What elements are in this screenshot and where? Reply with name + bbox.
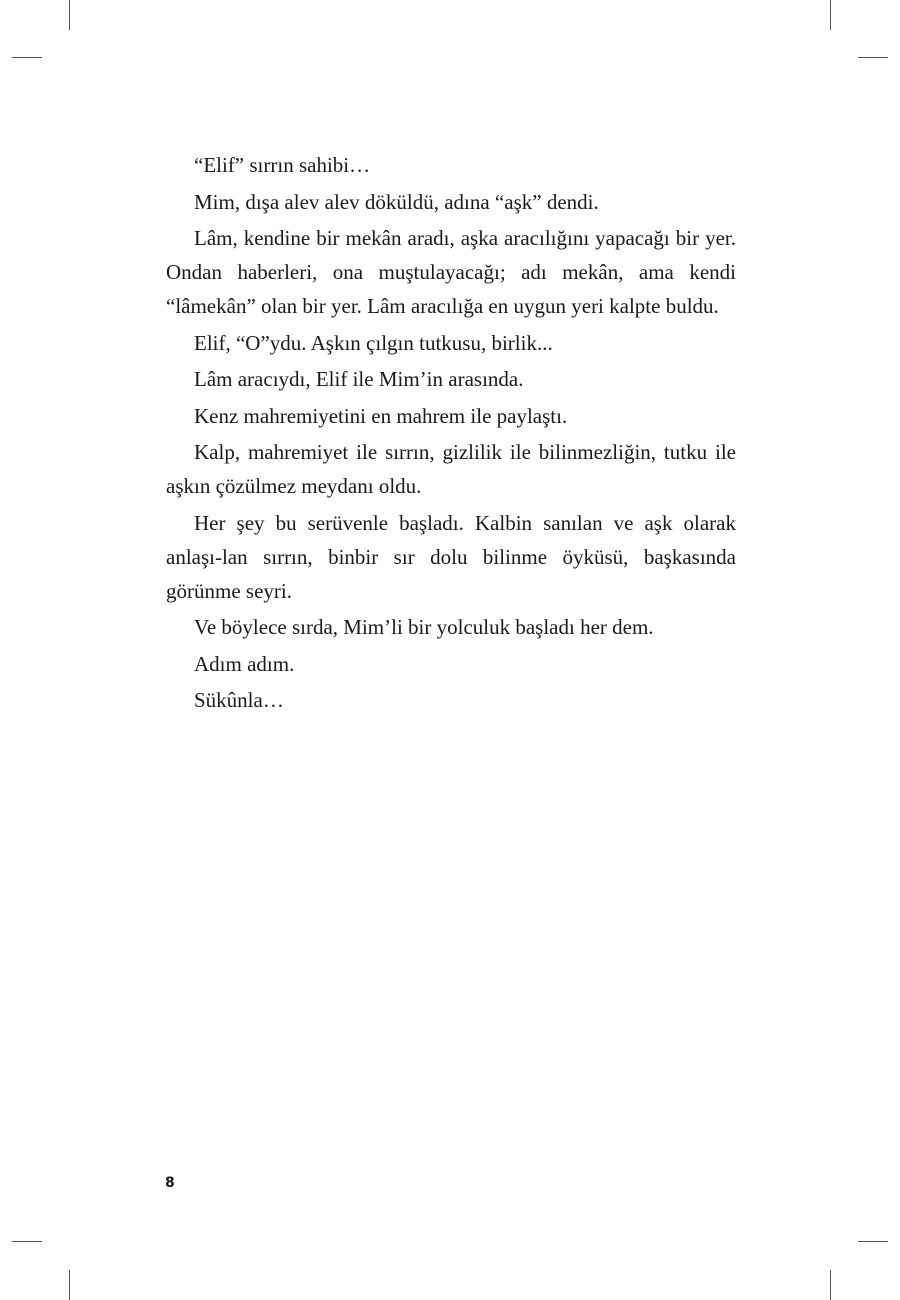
paragraph: Adım adım. [194, 651, 295, 676]
crop-mark-right-top [858, 57, 888, 58]
paragraph: Mim, dışa alev alev döküldü, adına “aşk” dendi. [194, 189, 599, 214]
paragraph: Kalp, mahremiyet ile sırrın, gizlilik ile bilinmezliğin, tutku ile aşkın çözülmez meydanı oldu. [166, 440, 736, 498]
crop-mark-right-bottom [858, 1241, 888, 1242]
paragraph: Lâm, kendine bir mekân aradı, aşka aracılığını yapacağı bir yer. Ondan haberleri, ona muştulayacağı; adı mekân, ama kendi “lâmekân” olan bir yer. Lâm aracılığa en uygun yeri kalpte buldu. [166, 226, 736, 318]
paragraph: Lâm aracıydı, Elif ile Mim’in arasında. [194, 367, 524, 391]
paragraph: Elif, “O”ydu. Aşkın çılgın tutkusu, birlik... [194, 330, 553, 355]
paragraph: Kenz mahremiyetini en mahrem ile paylaştı. [194, 403, 568, 428]
paragraph: Sükûnla… [194, 688, 284, 712]
paragraph: “Elif” sırrın sahibi… [194, 153, 371, 177]
crop-mark-bottom-right [830, 1270, 831, 1300]
crop-mark-bottom-left [69, 1270, 70, 1300]
crop-mark-top-left [69, 0, 70, 30]
paragraph: Ve böylece sırda, Mim’li bir yolculuk başladı her dem. [194, 615, 654, 639]
crop-mark-left-bottom [12, 1241, 42, 1242]
body-text [166, 148, 736, 720]
crop-mark-left-top [12, 57, 42, 58]
page-number: 8 [165, 1175, 175, 1191]
crop-mark-top-right [830, 0, 831, 30]
paragraph: Her şey bu serüvenle başladı. Kalbin sanılan ve aşk olarak anlaşı-lan sırrın, binbir sır dolu bilinme öyküsü, başkasında görünme seyri. [166, 510, 736, 603]
